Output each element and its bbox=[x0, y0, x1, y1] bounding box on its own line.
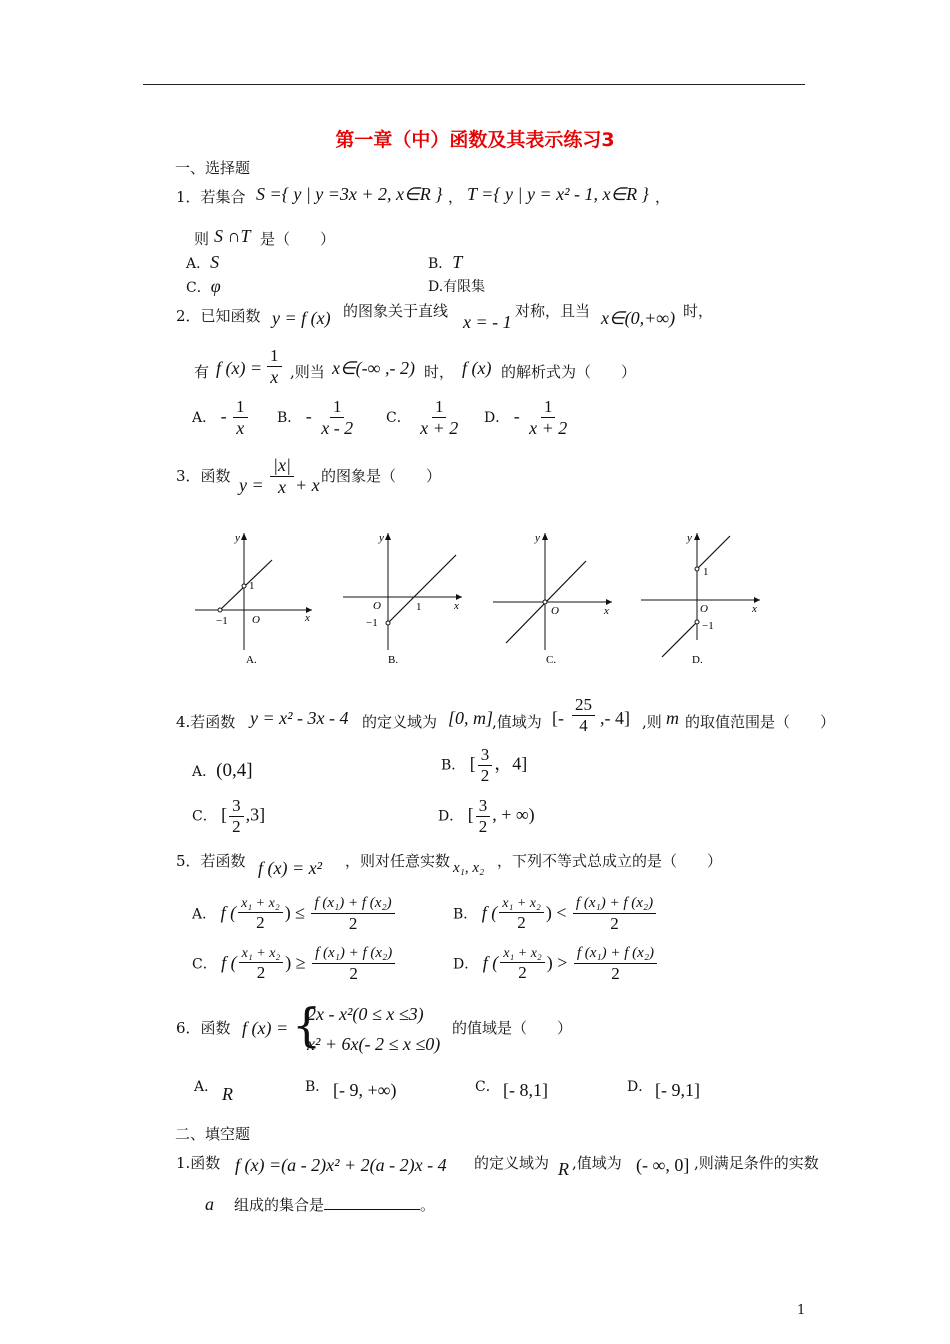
q1-option-c bbox=[186, 276, 221, 297]
q2-frac bbox=[265, 347, 284, 387]
q2-option-a-num: 1 bbox=[233, 398, 248, 418]
q5-a-lhs-num: x₁ + x₂ bbox=[238, 897, 283, 914]
q4-option-c-label: C． bbox=[192, 808, 217, 825]
graph-c-origin: O bbox=[551, 605, 559, 617]
q2-option-a-den: x bbox=[236, 417, 245, 438]
q4-range-pre: ,值域为 bbox=[492, 713, 542, 731]
q4-range-left: [- bbox=[552, 708, 564, 728]
q4-option-c-l: [ bbox=[221, 804, 228, 825]
q2-option-b-label: B． bbox=[277, 409, 302, 426]
fill1-ask: 组成的集合是 bbox=[234, 1196, 325, 1214]
q1-intersection: S ∩T bbox=[214, 226, 251, 246]
q5-option-d-label: D． bbox=[453, 956, 479, 973]
q4-option-c-den: 2 bbox=[232, 816, 241, 836]
q5-option-b bbox=[453, 896, 658, 933]
section-fill: 二、填空题 bbox=[175, 1125, 251, 1143]
q5-d-lhs-num: x₁ + x₂ bbox=[500, 947, 545, 964]
q6-stem: 6．函数 bbox=[176, 1019, 231, 1037]
q5-a-lhs-pre: f ( bbox=[220, 902, 237, 923]
page-title: 第一章（中）函数及其表示练习3 bbox=[335, 129, 615, 151]
q4-m: m bbox=[666, 708, 679, 728]
q2-option-d bbox=[484, 398, 572, 438]
q2-option-c-den: x + 2 bbox=[420, 417, 459, 438]
graph-a-tick-1: 1 bbox=[249, 580, 255, 592]
q1-option-a-math: S bbox=[210, 252, 220, 272]
graph-b-tick-neg1: −1 bbox=[366, 617, 378, 629]
q5-option-d bbox=[453, 946, 659, 983]
q3-plus-x: + x bbox=[295, 475, 320, 495]
graph-d-open-point-top bbox=[695, 567, 699, 571]
q5-a-rhs-den: 2 bbox=[348, 913, 358, 933]
q4-option-a-math: (0,4] bbox=[216, 760, 253, 781]
q5-option-b-label: B． bbox=[453, 906, 478, 923]
q3-graph-d bbox=[636, 525, 766, 670]
q4-option-b-num: 3 bbox=[478, 746, 493, 766]
q4-domain: [0, m] bbox=[448, 708, 494, 728]
q1-option-c-label: C． bbox=[186, 280, 211, 296]
q4-option-d-l: [ bbox=[467, 804, 474, 825]
q2-stem: 2．已知函数 bbox=[176, 307, 261, 325]
q5-option-a-label: A． bbox=[192, 906, 217, 923]
graph-c-y-arrow bbox=[542, 533, 548, 540]
q2-then: ,则当 bbox=[290, 363, 325, 381]
q2-line: x = - 1 bbox=[463, 312, 512, 332]
q5-option-c bbox=[192, 946, 397, 983]
q4-range-num: 25 bbox=[572, 696, 595, 716]
q1-comma: ， bbox=[448, 188, 464, 206]
q4-option-d-label: D． bbox=[438, 808, 464, 825]
q5-a-rhs-num: f (x₁) + f (x₂) bbox=[311, 896, 394, 914]
graph-d-line-right bbox=[697, 536, 730, 569]
q2-option-d-num: 1 bbox=[541, 398, 556, 418]
graph-b-open-point bbox=[386, 621, 390, 625]
fill1-answer-blank[interactable] bbox=[324, 1195, 420, 1210]
q3-graph-b bbox=[338, 525, 468, 670]
q5-d-lhs-post: ) bbox=[546, 952, 553, 973]
q5-d-lhs-den: 2 bbox=[518, 963, 527, 983]
graph-a-open-point-2 bbox=[242, 584, 246, 588]
q1-option-c-math: φ bbox=[210, 276, 221, 296]
q5-b-lhs-pre: f ( bbox=[481, 902, 498, 923]
q1-stem: 1．若集合 bbox=[176, 188, 246, 206]
fill1-end: 。 bbox=[420, 1196, 436, 1214]
q2-option-b-num: 1 bbox=[330, 398, 345, 418]
q2-have: 有 bbox=[194, 363, 210, 381]
q4-range-frac bbox=[570, 696, 597, 735]
q4-option-d-den: 2 bbox=[478, 816, 488, 836]
q2-frac-num: 1 bbox=[267, 347, 282, 367]
graph-a-y-label: y bbox=[235, 532, 240, 544]
q4-option-b-l: [ bbox=[469, 753, 476, 774]
q2-sym: 对称，且当 bbox=[515, 302, 591, 320]
q4-range-den: 4 bbox=[579, 715, 588, 735]
q5-b-lhs-post: ) bbox=[545, 902, 552, 923]
q4-func: y = x² - 3x - 4 bbox=[250, 708, 349, 728]
graph-a-x-label: x bbox=[305, 612, 310, 624]
q4-option-b-den: 2 bbox=[480, 765, 490, 785]
q6-brace: { bbox=[292, 998, 322, 1052]
q1-option-b-label: B． bbox=[428, 256, 453, 272]
q5-d-rhs-num: f (x₁) + f (x₂) bbox=[574, 946, 657, 964]
q4-option-c-num: 3 bbox=[229, 797, 244, 817]
q5-b-rhs-num: f (x₁) + f (x₂) bbox=[573, 896, 656, 914]
q2-option-d-sign: - bbox=[513, 405, 520, 426]
q6-option-c-math: [- 8,1] bbox=[503, 1080, 548, 1100]
q2-feq: f (x) = bbox=[216, 358, 263, 378]
fill1-R: R bbox=[558, 1159, 569, 1179]
q2-cond2: x∈(-∞ ,- 2) bbox=[332, 358, 415, 378]
q4-option-d-r: , + ∞) bbox=[492, 804, 535, 825]
q5-a-rel: ≤ bbox=[295, 902, 306, 923]
graph-c-y-label: y bbox=[535, 532, 540, 544]
q6-ask: 的值域是（ ） bbox=[452, 1019, 573, 1037]
q5-c-rel: ≥ bbox=[295, 952, 306, 973]
q5-d-rel: > bbox=[557, 952, 568, 973]
q1-ask-pre: 则 bbox=[194, 230, 210, 248]
graph-b-line bbox=[388, 555, 456, 623]
q2-option-d-den: x + 2 bbox=[529, 417, 568, 438]
q2-when: 时， bbox=[683, 302, 714, 320]
q3-graph-c bbox=[488, 525, 618, 670]
q4-option-a bbox=[192, 760, 253, 782]
q4-ask-pre: ,则 bbox=[642, 713, 662, 731]
q1-option-b-math: T bbox=[452, 252, 463, 272]
graph-d-line-left bbox=[662, 622, 697, 657]
graph-d-label: D. bbox=[692, 654, 703, 666]
q4-option-d-num: 3 bbox=[476, 797, 491, 817]
q4-mid: 的定义域为 bbox=[362, 713, 438, 731]
q4-option-b-label: B． bbox=[441, 757, 466, 774]
q1-option-b bbox=[428, 252, 462, 273]
q1-set-t: T ={ y | y = x² - 1, x∈R } bbox=[467, 184, 649, 204]
page-number: 1 bbox=[797, 1303, 806, 1318]
q5-option-c-label: C． bbox=[192, 956, 217, 973]
graph-d-y-label: y bbox=[687, 532, 692, 544]
q4-option-d bbox=[438, 797, 535, 836]
q1-option-a bbox=[186, 252, 219, 273]
graph-b-origin: O bbox=[373, 600, 381, 612]
q4-stem: 4.若函数 bbox=[176, 713, 236, 731]
graph-a-label: A. bbox=[246, 654, 257, 666]
q2-option-c bbox=[386, 398, 463, 438]
fill1-range: (- ∞, 0] bbox=[636, 1155, 690, 1175]
q5-c-lhs-pre: f ( bbox=[221, 952, 237, 973]
graph-b-y-label: y bbox=[379, 532, 384, 544]
q1-option-d: D.有限集 bbox=[428, 279, 486, 295]
graph-d-open-point-bottom bbox=[695, 620, 699, 624]
q2-option-c-num: 1 bbox=[432, 398, 447, 418]
graph-d-y-arrow bbox=[694, 533, 700, 540]
q5-ask: ，下列不等式总成立的是（ ） bbox=[497, 852, 723, 870]
q5-c-lhs-den: 2 bbox=[256, 963, 266, 983]
q5-c-rhs-num: f (x₁) + f (x₂) bbox=[312, 946, 395, 964]
graph-a-y-arrow bbox=[241, 533, 247, 540]
fill1-range-pre: ,值域为 bbox=[572, 1154, 622, 1172]
q5-b-lhs-num: x₁ + x₂ bbox=[499, 897, 544, 914]
q5-stem: 5．若函数 bbox=[176, 852, 246, 870]
q2-frac-den: x bbox=[270, 366, 279, 387]
q3-frac-den: x bbox=[277, 476, 286, 497]
q2-f2: f (x) bbox=[462, 358, 492, 378]
q6-case1: 2x - x²(0 ≤ x ≤3) bbox=[307, 1004, 424, 1024]
graph-d-x-label: x bbox=[752, 603, 757, 615]
q6-option-b-math: [- 9, +∞) bbox=[333, 1080, 397, 1100]
graph-a-open-point bbox=[218, 608, 222, 612]
q5-option-a bbox=[192, 896, 397, 933]
q6-func: f (x) = bbox=[242, 1018, 289, 1038]
q2-option-b-sign: - bbox=[305, 405, 312, 426]
graph-b-label: B. bbox=[388, 654, 399, 666]
graph-d-origin: O bbox=[700, 603, 708, 615]
q6-option-a-math: R bbox=[222, 1084, 233, 1104]
graph-d-tick-neg1: −1 bbox=[702, 620, 714, 632]
q5-a-lhs-post: ) bbox=[284, 902, 291, 923]
q2-option-c-label: C． bbox=[386, 409, 411, 426]
q2-option-b-den: x - 2 bbox=[321, 417, 354, 438]
q1-option-a-label: A． bbox=[186, 256, 211, 272]
fill1-a: a bbox=[205, 1194, 214, 1214]
q3-frac bbox=[268, 456, 296, 497]
q5-b-rel: < bbox=[556, 902, 567, 923]
q6-option-d-math: [- 9,1] bbox=[655, 1080, 700, 1100]
q5-d-lhs-pre: f ( bbox=[482, 952, 499, 973]
graph-b-y-arrow bbox=[385, 533, 391, 540]
q5-c-rhs-den: 2 bbox=[349, 963, 358, 983]
q2-option-a-sign: - bbox=[220, 405, 227, 426]
q4-option-c-r: ,3] bbox=[245, 804, 266, 825]
q2-mid: 的图象关于直线 bbox=[343, 302, 449, 320]
graph-a-tick-neg1: −1 bbox=[216, 615, 228, 627]
q3-ask: 的图象是（ ） bbox=[321, 467, 442, 485]
q4-option-a-label: A． bbox=[192, 764, 217, 780]
q2-option-d-label: D． bbox=[484, 409, 510, 426]
graph-c-open-point bbox=[543, 600, 547, 604]
q2-when2: 时， bbox=[424, 363, 455, 381]
q3-frac-num: |x| bbox=[270, 456, 294, 477]
graph-d-tick-1: 1 bbox=[703, 566, 709, 578]
section-choice: 一、选择题 bbox=[175, 159, 251, 177]
q3-yeq: y = bbox=[239, 475, 264, 495]
q5-vars: x₁, x₂ bbox=[453, 860, 485, 876]
graph-a-origin: O bbox=[252, 614, 260, 626]
q2-ask: 的解析式为（ ） bbox=[501, 363, 637, 381]
q1-comma-2: ， bbox=[655, 188, 671, 206]
graph-b-tick-1: 1 bbox=[416, 601, 422, 613]
fill1-tail: ,则满足条件的实数 bbox=[694, 1154, 819, 1172]
header-rule bbox=[143, 84, 805, 85]
q6-option-d-label: D． bbox=[627, 1079, 653, 1095]
q4-ask: 的取值范围是（ ） bbox=[685, 713, 836, 731]
fill1-ask-line bbox=[234, 1194, 435, 1215]
q5-c-lhs-num: x₁ + x₂ bbox=[239, 947, 284, 964]
fill1-stem: 1.函数 bbox=[176, 1154, 221, 1172]
graph-c-x-label: x bbox=[604, 605, 609, 617]
q4-option-c bbox=[192, 797, 265, 836]
q5-mid: ，则对任意实数 bbox=[345, 852, 451, 870]
q1-set-s: S ={ y | y =3x + 2, x∈R } bbox=[256, 184, 443, 204]
q6-case2: x² + 6x(- 2 ≤ x ≤0) bbox=[307, 1034, 441, 1054]
q2-func: y = f (x) bbox=[272, 308, 331, 328]
q4-option-b bbox=[441, 746, 527, 785]
fill1-mid: 的定义域为 bbox=[474, 1154, 550, 1172]
q1-ask: 是（ ） bbox=[260, 230, 336, 248]
q2-option-a bbox=[192, 398, 250, 438]
q4-option-b-r: ，4] bbox=[494, 753, 528, 774]
q5-b-lhs-den: 2 bbox=[517, 913, 526, 933]
graph-b-x-label: x bbox=[454, 600, 459, 612]
q5-func: f (x) = x² bbox=[258, 858, 323, 878]
q3-stem: 3．函数 bbox=[176, 467, 231, 485]
graph-c-label: C. bbox=[546, 654, 557, 666]
q5-a-lhs-den: 2 bbox=[256, 913, 265, 933]
fill1-func: f (x) =(a - 2)x² + 2(a - 2)x - 4 bbox=[235, 1155, 447, 1175]
q2-option-a-label: A． bbox=[192, 409, 217, 426]
q2-cond: x∈(0,+∞) bbox=[601, 308, 676, 328]
q6-option-a-label: A． bbox=[194, 1079, 219, 1095]
q4-range-right: ,- 4] bbox=[600, 708, 630, 728]
q5-d-rhs-den: 2 bbox=[611, 963, 620, 983]
q3-graph-a bbox=[190, 525, 320, 670]
q6-option-b-label: B． bbox=[305, 1079, 330, 1095]
q2-option-b bbox=[277, 398, 358, 438]
q5-b-rhs-den: 2 bbox=[610, 913, 619, 933]
q5-c-lhs-post: ) bbox=[285, 952, 292, 973]
q6-option-c-label: C． bbox=[475, 1079, 500, 1095]
